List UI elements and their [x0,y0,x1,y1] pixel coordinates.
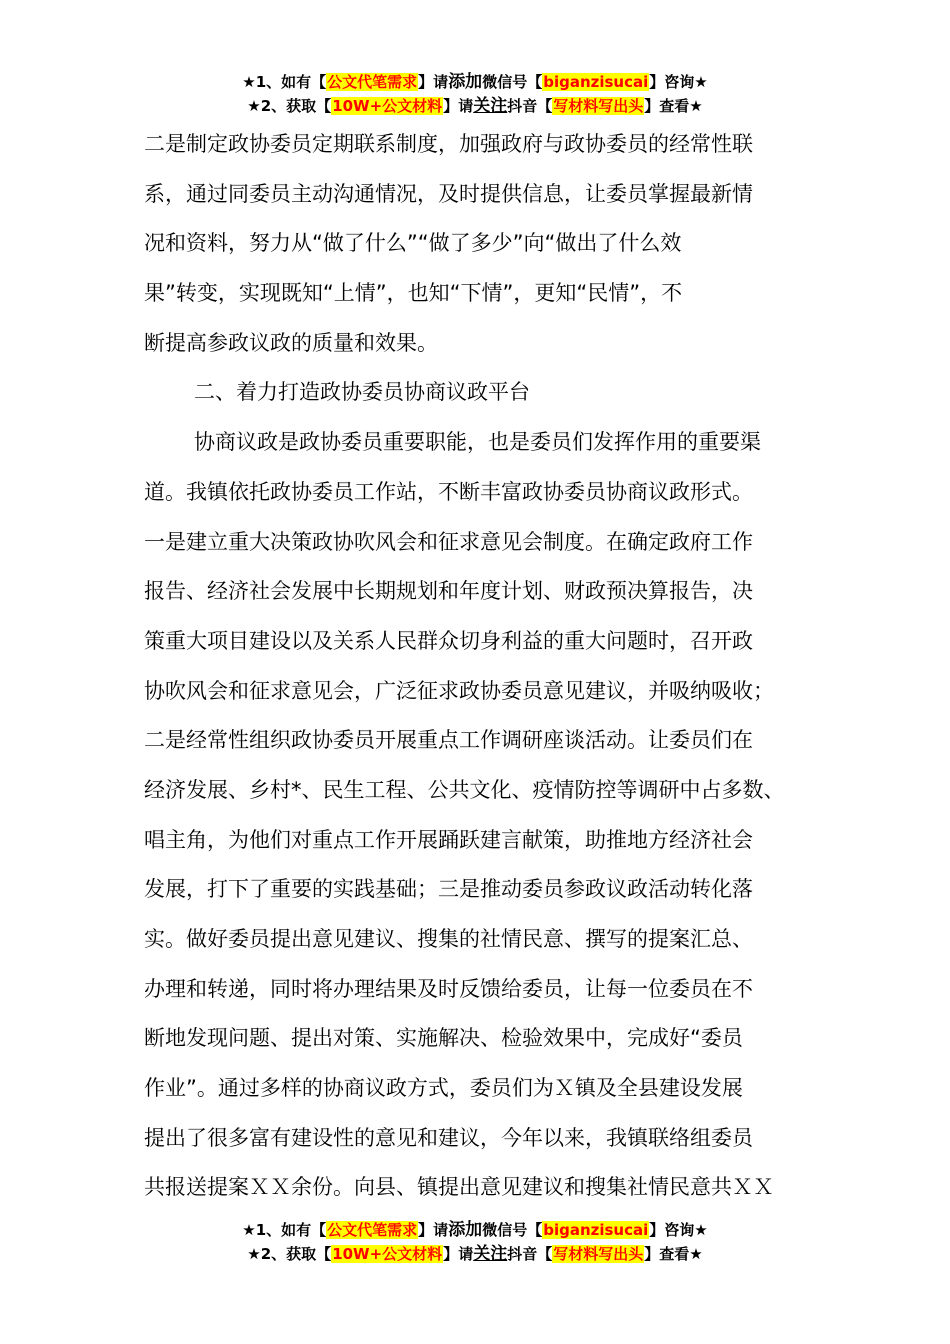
text-line: 果”转变，实现既知“上情”，也知“下情”，更知“民情”，不 [144,281,683,306]
banner-line-2 [0,1242,950,1266]
banner-text: 】咨询★ [649,73,708,91]
text-line: 报告、经济社会发展中长期规划和年度计划、财政预决算报告，决 [144,579,753,604]
banner-text: ★1、如有【 [242,1221,327,1239]
section-heading: 二、着力打造政协委员协商议政平台 [194,380,530,405]
text-line: 道。我镇依托政协委员工作站，不断丰富政协委员协商议政形式。 [144,479,753,504]
banner-emphasis: 添加 [448,1220,483,1240]
banner-wechat-id: biganzisucai [543,73,649,91]
banner-text: 】请 [443,97,474,115]
banner-line-1 [0,1218,950,1242]
banner-text: 】请 [443,1245,474,1263]
banner-text: 】查看★ [644,97,703,115]
text-line: 作业”。通过多样的协商议政方式，委员们为Ｘ镇及全县建设发展 [144,1076,743,1101]
banner-line-1 [0,70,950,94]
banner-text: ★1、如有【 [242,73,327,91]
banner-line-2 [0,94,950,118]
banner-highlight: 公文代笔需求 [327,1221,418,1239]
text-line: 一是建立重大决策政协吹风会和征求意见会制度。在确定政府工作 [144,529,753,554]
banner-text: 】请 [418,73,449,91]
document-body [144,120,824,1213]
text-line: 办理和转递，同时将办理结果及时反馈给委员，让每一位委员在不 [144,976,753,1001]
text-line: 发展，打下了重要的实践基础；三是推动委员参政议政活动转化落 [144,877,753,902]
text-line: 二是制定政协委员定期联系制度，加强政府与政协委员的经常性联 [144,132,753,156]
banner-wechat-id: biganzisucai [543,1221,649,1239]
text-line: 协商议政是政协委员重要职能，也是委员们发挥作用的重要渠 [194,430,761,455]
banner-text: 抖音【 [507,97,553,115]
banner-highlight: 10W+公文材料 [332,1245,443,1263]
text-line: 经济发展、乡村*、民生工程、公共文化、疫情防控等调研中占多数、 [144,777,785,802]
text-line: 唱主角，为他们对重点工作开展踊跃建言献策，助推地方经济社会 [144,827,753,852]
text-line: 共报送提案ＸＸ余份。向县、镇提出意见建议和搜集社情民意共ＸＸ [144,1175,774,1200]
text-line: 协吹风会和征求意见会，广泛征求政协委员意见建议，并吸纳吸收； [144,678,774,703]
text-line: 策重大项目建设以及关系人民群众切身利益的重大问题时，召开政 [144,628,753,653]
text-line: 系，通过同委员主动沟通情况，及时提供信息，让委员掌握最新情 [144,181,753,206]
banner-text: 】查看★ [644,1245,703,1263]
banner-douyin-id: 写材料写出头 [553,97,644,115]
banner-highlight: 10W+公文材料 [332,97,443,115]
text-line: 断提高参政议政的质量和效果。 [144,330,438,355]
footer-banner [0,1218,950,1266]
banner-text: 抖音【 [507,1245,553,1263]
banner-text: 】咨询★ [649,1221,708,1239]
header-banner [0,70,950,118]
text-line: 断地发现问题、提出对策、实施解决、检验效果中，完成好“委员 [144,1026,743,1051]
banner-emphasis: 关注 [473,1244,508,1264]
banner-highlight: 公文代笔需求 [327,73,418,91]
banner-emphasis: 添加 [448,72,483,92]
text-line: 况和资料，努力从“做了什么”“做了多少”向“做出了什么效 [144,231,682,256]
banner-text: 微信号【 [482,1221,543,1239]
text-line: 实。做好委员提出意见建议、搜集的社情民意、撰写的提案汇总、 [144,927,753,951]
banner-text: 】请 [418,1221,449,1239]
banner-emphasis: 关注 [473,96,508,116]
text-line: 二是经常性组织政协委员开展重点工作调研座谈活动。让委员们在 [144,728,753,753]
banner-text: 微信号【 [482,73,543,91]
banner-text: ★2、获取【 [247,1245,332,1263]
text-line: 提出了很多富有建设性的意见和建议，今年以来，我镇联络组委员 [144,1125,753,1150]
banner-douyin-id: 写材料写出头 [553,1245,644,1263]
banner-text: ★2、获取【 [247,97,332,115]
